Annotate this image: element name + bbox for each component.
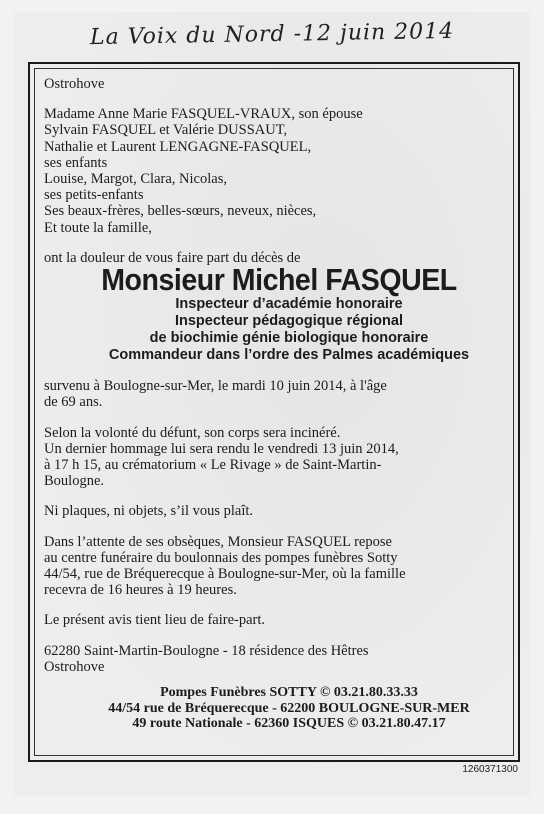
location-heading: Ostrohove bbox=[44, 76, 105, 92]
no-flowers-note: Ni plaques, ni objets, s’il vous plaît. bbox=[44, 503, 254, 520]
reference-number: 1260371300 bbox=[462, 764, 518, 775]
funeral-home-info: Pompes Funèbres SOTTY © 03.21.80.33.33 44/54 rue de Bréquerecque - 62200 BOULOGNE-SUR-MER 49 route Nationale - 62360 ISQUES © 03.21.80.47.17 bbox=[108, 685, 470, 732]
family-list: Madame Anne Marie FASQUEL-VRAUX, son épouse Sylvain FASQUEL et Valérie DUSSAUT, Nathalie et Laurent LENGAGNE-FASQUEL, ses enfants Louise, Margot, Clara, Nicolas, ses petits-enfants Ses beaux-frères, belles-sœurs, neveux, nièces, Et toute la famille, bbox=[44, 106, 363, 236]
cremation-info: Selon la volonté du défunt, son corps sera incinéré. Un dernier hommage lui sera rendu le vendredi 13 juin 2014, à 17 h 15, au crématorium « Le Rivage » de Saint-Martin- Boulogne. bbox=[44, 424, 399, 490]
obituary-content bbox=[44, 76, 514, 732]
deceased-name: Monsieur Michel FASQUEL bbox=[101, 262, 457, 298]
deceased-titles: Inspecteur d’académie honoraire Inspecteur pédagogique régional de biochimie génie biologique honoraire Commandeur dans l’ordre des Palmes académiques bbox=[108, 296, 470, 364]
rest-info: Dans l’attente de ses obsèques, Monsieur FASQUEL repose au centre funéraire du boulonnais des pompes funèbres Sotty 44/54, rue de Bréquerecque à Boulogne-sur-Mer, où la famille recevra de 16 heures à 19 heures. bbox=[44, 533, 406, 599]
notice-statement: Le présent avis tient lieu de faire-part. bbox=[44, 612, 266, 629]
death-info: survenu à Boulogne-sur-Mer, le mardi 10 juin 2014, à l'âge de 69 ans. bbox=[44, 378, 387, 411]
handwritten-date-note: La Voix du Nord -12 juin 2014 bbox=[89, 18, 455, 51]
family-address: 62280 Saint-Martin-Boulogne - 18 résidence des Hêtres Ostrohove bbox=[44, 642, 369, 675]
announcement-line: ont la douleur de vous faire part du décès de bbox=[44, 249, 301, 266]
